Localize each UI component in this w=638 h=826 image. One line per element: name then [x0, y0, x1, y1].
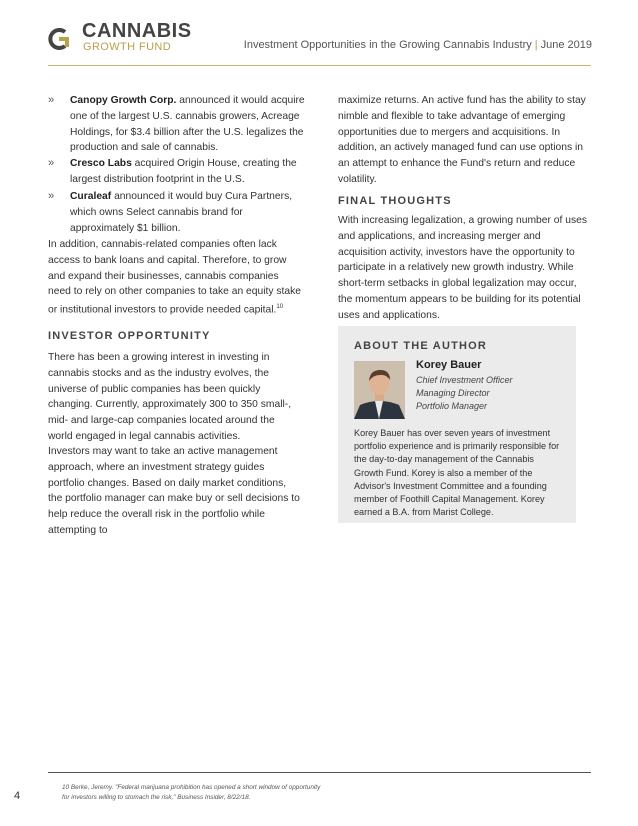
- right-paragraph: maximize returns. An active fund has the ability to stay nimble and flexible to take advantage of emerging opportunities due to mergers and acquisitions. In addition, an actively managed fund can use options in an attempt to enhance the Fund's return and reduce volatility.: [338, 95, 586, 185]
- paragraph-text: In addition, cannabis-related companies often lack access to bank loans and capital. Therefore, to grow and expand their businesses, cannabis companies need to rely on other companies to take an equity stake or institutional investors to provide needed capital.: [48, 239, 302, 316]
- author-title: Portfolio Manager: [416, 401, 488, 411]
- bullet-company: Canopy Growth Corp.: [70, 95, 177, 106]
- bullet-company: Curaleaf: [70, 191, 112, 202]
- investor-paragraph: There has been a growing interest in investing in cannabis stocks and as the industry evolves, the universe of public companies has been quickly changing. Currently, approximately 300 to 350 small-, mid- and large-cap companies located around the world engaged in legal cannabis activities.: [48, 352, 292, 442]
- logo-subtitle: GROWTH FUND: [83, 41, 172, 53]
- author-title: Managing Director: [416, 388, 490, 398]
- author-photo: [354, 361, 405, 419]
- document-date: June 2019: [540, 39, 592, 51]
- footer-rule: [48, 772, 591, 773]
- chevron-icon: »: [48, 94, 55, 106]
- chevron-icon: »: [48, 157, 55, 169]
- logo-wordmark: CANNABIS: [82, 20, 192, 42]
- bullet-item: [48, 93, 306, 156]
- running-header: [244, 39, 592, 51]
- portrait-image: [354, 361, 405, 419]
- left-paragraph: [48, 237, 302, 318]
- author-heading: ABOUT THE AUTHOR: [354, 340, 488, 352]
- footnote-ref: 10: [276, 304, 284, 311]
- footnote: 10 Berke, Jeremy. "Federal marijuana prohibition has opened a short window of opportunity for investors willing to stomach the risk," Business Insider, 8/22/18.: [62, 784, 321, 801]
- section-heading: FINAL THOUGHTS: [338, 195, 452, 207]
- author-name: Korey Bauer: [416, 359, 482, 371]
- logo-mark-icon: [48, 28, 72, 50]
- author-title: Chief Investment Officer: [416, 375, 513, 385]
- bullet-item: [48, 156, 306, 188]
- header-separator: |: [534, 39, 538, 51]
- bullet-text: acquired Origin House, creating the largest distribution footprint in the U.S.: [70, 158, 297, 185]
- bullet-text: announced it would buy Cura Partners, which owns Select cannabis brand for approximately $1 billion.: [70, 191, 293, 234]
- section-heading: INVESTOR OPPORTUNITY: [48, 330, 211, 342]
- bullet-company: Cresco Labs: [70, 158, 132, 169]
- header-rule: [48, 65, 591, 66]
- chevron-icon: »: [48, 190, 55, 202]
- page-number: 4: [14, 790, 21, 802]
- investor-paragraph: Investors may want to take an active management approach, where an investment strategy guides portfolio changes. Based on daily market conditions, the portfolio manager can make buy or sell decisions to help reduce the overall risk in the portfolio while attempting to: [48, 446, 300, 536]
- document-title: Investment Opportunities in the Growing Cannabis Industry: [243, 39, 532, 51]
- bullet-item: [48, 189, 306, 236]
- bullet-text: announced it would acquire one of the largest U.S. cannabis growers, Acreage Holdings, for $3.4 billion after the U.S. legalizes the production and sale of cannabis.: [70, 95, 305, 154]
- final-paragraph: With increasing legalization, a growing number of uses and applications, and increasing merger and acquisition activity, investors have the opportunity to participate in a relatively new growth industry. While short-term setbacks in global legalization may occur, the momentum appears to be building for its potential uses and applications.: [338, 215, 587, 321]
- author-bio: Korey Bauer has over seven years of investment portfolio experience and is primarily responsible for the day-to-day management of the Cannabis Growth Fund. Korey is also a member of the Advisor's Investment Committee and a founding member of Foothill Capital Management. Korey earned a B.A. from Marist College.: [354, 428, 560, 518]
